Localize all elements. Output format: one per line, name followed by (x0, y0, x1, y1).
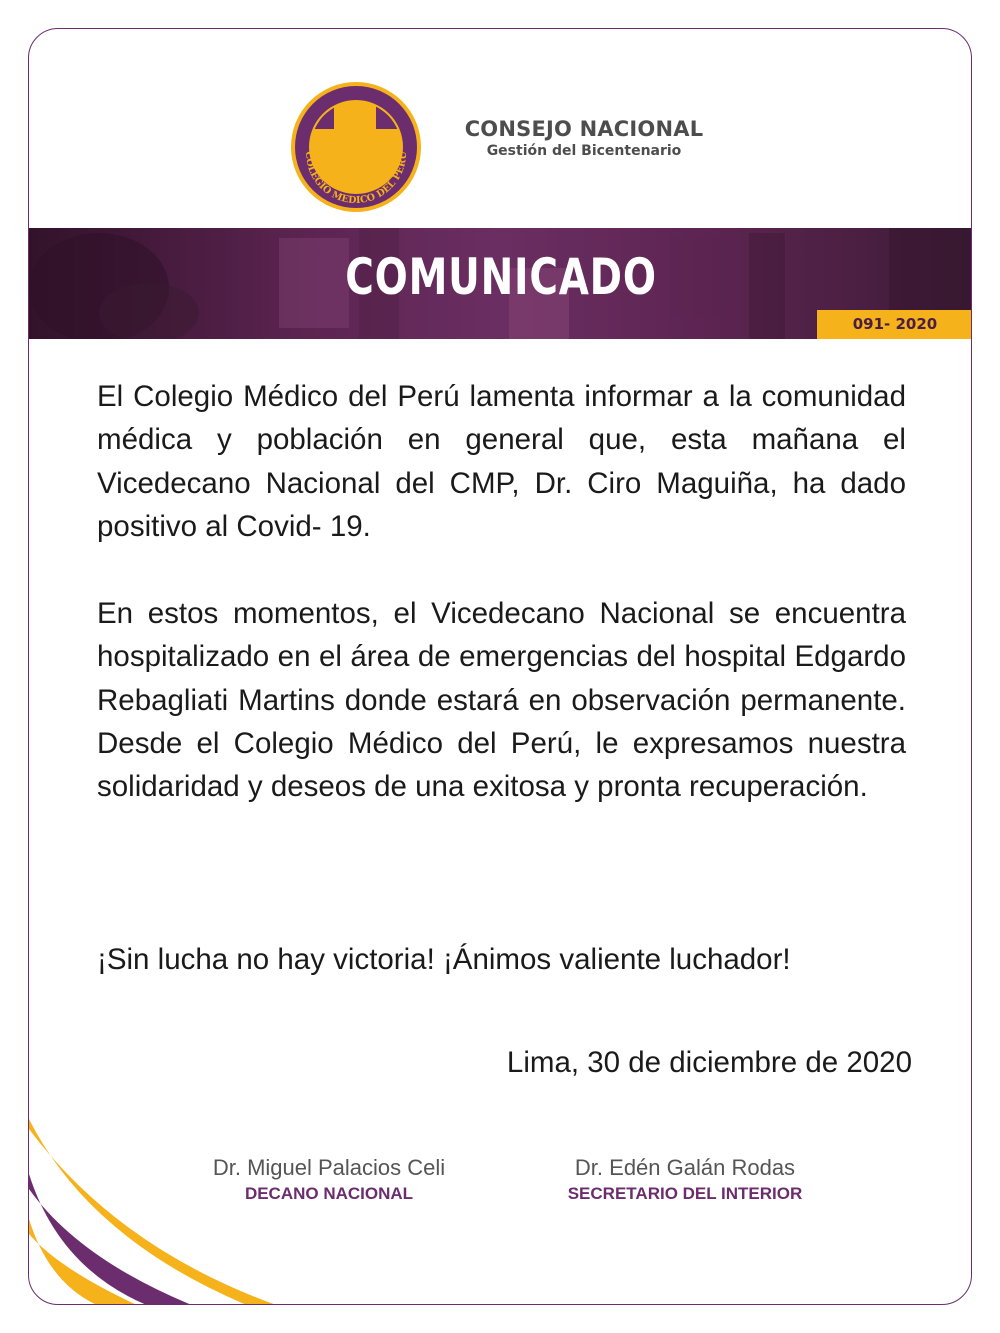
org-subtitle: Gestión del Bicentenario (486, 143, 682, 159)
paragraph-2: En estos momentos, el Vicedecano Nacional se encuentra hospitalizado en el área de emergencias del hospital Edgardo Rebagliati Martins donde estará en observación permanente. Desde el Colegio Médico del Perú, le expresamos nuestra solidaridad y deseos de una exitosa y pronta recuperación. (97, 597, 906, 804)
communique-number: 091- 2020 (817, 310, 972, 339)
decorative-swoosh (29, 1119, 279, 1305)
signature-role: SECRETARIO DEL INTERIOR (567, 1184, 803, 1203)
signature-name: Dr. Miguel Palacios Celi (212, 1155, 446, 1180)
comunicado-banner (29, 228, 972, 339)
paragraph-3: ¡Sin lucha no hay victoria! ¡Ánimos valiente luchador! (97, 943, 791, 976)
colegio-medico-seal-logo (290, 81, 422, 213)
org-name: CONSEJO NACIONAL (464, 117, 704, 141)
organization-heading (449, 117, 719, 159)
paragraph-1: El Colegio Médico del Perú lamenta informar a la comunidad médica y población en general que, esta mañana el Vicedecano Nacional del CMP, Dr. Ciro Maguiña, ha dado positivo al Covid- 19. (97, 380, 906, 543)
date-line: Lima, 30 de diciembre de 2020 (506, 1046, 912, 1079)
svg-text:COLEGIO MEDICO DEL PERU: COLEGIO MEDICO DEL PERU (302, 151, 410, 207)
signature-role: DECANO NACIONAL (244, 1184, 414, 1203)
signature-secretario (525, 1155, 845, 1204)
signature-name: Dr. Edén Galán Rodas (574, 1155, 796, 1180)
banner-title: COMUNICADO (345, 248, 657, 306)
communique-card (28, 28, 972, 1305)
